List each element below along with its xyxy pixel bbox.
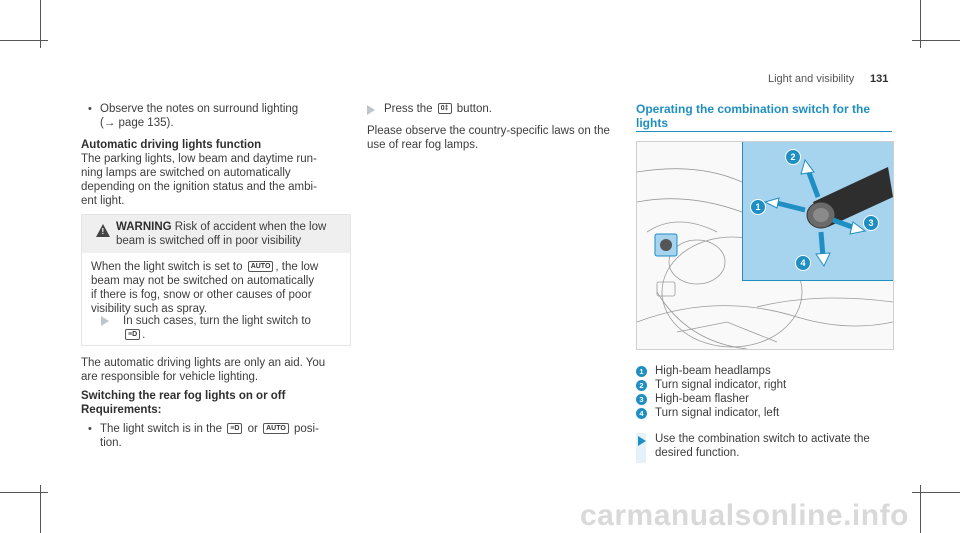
crop-mark <box>912 40 960 41</box>
bullet-icon: • <box>88 103 92 115</box>
paragraph-line: Please observe the country-specific laws on the <box>367 125 610 137</box>
step-text <box>384 102 492 116</box>
paragraph-line: use of rear fog lamps. <box>367 139 479 151</box>
page-number: 131 <box>870 73 889 85</box>
bullet-text: tion. <box>100 437 122 449</box>
warning-body-line: visibility such as spray. <box>91 303 208 315</box>
step-text: desired function. <box>655 447 740 459</box>
warning-head-text: Risk of accident when the low <box>174 221 327 233</box>
callout-marker: 1 <box>750 199 766 215</box>
crop-mark <box>912 492 960 493</box>
warning-head-line <box>116 220 326 234</box>
paragraph-line: ent light. <box>81 195 125 207</box>
step-text-part: Press the <box>384 103 433 115</box>
legend-text: High-beam flasher <box>655 393 749 405</box>
warning-exclamation: ! <box>101 227 105 236</box>
bullet-text <box>100 422 319 436</box>
warning-step-line: In such cases, turn the light switch to <box>123 315 311 327</box>
requirements-label: Requirements: <box>81 404 162 416</box>
legend-text: Turn signal indicator, left <box>655 407 780 419</box>
page-reference-link[interactable]: (→ page 135). <box>100 117 174 129</box>
step-text: Use the combination switch to activate the <box>655 433 870 445</box>
warning-body-text: , the low <box>275 261 319 273</box>
switch-detail-drawing <box>743 142 894 280</box>
warning-head-line: beam is switched off in poor visibility <box>116 235 302 247</box>
paragraph-line: The parking lights, low beam and daytime run- <box>81 153 317 165</box>
section-heading: lights <box>636 116 668 130</box>
legend-number: 3 <box>636 394 647 405</box>
paragraph-line: are responsible for vehicle lighting. <box>81 371 259 383</box>
warning-box <box>81 214 351 346</box>
warning-step-line <box>123 328 145 342</box>
paragraph-line: depending on the ignition status and the ambi- <box>81 181 317 193</box>
callout-marker: 3 <box>863 215 879 231</box>
legend-text: High-beam headlamps <box>655 365 771 377</box>
watermark: carmanualsonline.info <box>580 499 909 532</box>
auto-light-icon: AUTO <box>248 261 274 272</box>
warning-body-line <box>91 260 318 274</box>
legend-number: 2 <box>636 380 647 391</box>
step-arrow-icon <box>638 436 646 446</box>
switch-detail-inset <box>742 142 894 281</box>
callout-marker: 2 <box>785 149 801 165</box>
bullet-icon: • <box>88 423 92 435</box>
legend-number: 4 <box>636 408 647 419</box>
bullet-text-part: posi- <box>294 423 319 435</box>
bullet-text: Observe the notes on surround lighting <box>100 103 299 115</box>
heading-rear-fog-lights: Switching the rear fog lights on or off <box>81 390 286 402</box>
warning-body-line: if there is fog, snow or other causes of poor <box>91 289 312 301</box>
heading-automatic-driving-lights: Automatic driving lights function <box>81 139 262 151</box>
step-arrow-icon <box>101 316 109 326</box>
section-title: Light and visibility <box>768 73 855 85</box>
rear-fog-light-icon: 0‡ <box>438 103 452 114</box>
combination-switch-illustration <box>636 141 894 350</box>
low-beam-icon: ≡D <box>227 423 242 434</box>
warning-title: WARNING <box>116 221 172 233</box>
legend-number: 1 <box>636 366 647 377</box>
step-arrow-icon <box>367 105 375 115</box>
warning-body-line: beam may not be switched on automatically <box>91 275 315 287</box>
callout-marker: 4 <box>795 255 811 271</box>
auto-light-icon: AUTO <box>263 423 289 434</box>
low-beam-icon: ≡D <box>125 329 140 340</box>
bullet-text-part: or <box>247 423 258 435</box>
step-text-part: button. <box>456 103 492 115</box>
warning-step-end: . <box>142 329 146 341</box>
bullet-text-part: The light switch is in the <box>100 423 223 435</box>
heading-rule <box>636 131 892 132</box>
crop-mark <box>0 492 48 493</box>
paragraph-line: ning lamps are switched on automatically <box>81 167 291 179</box>
paragraph-line: The automatic driving lights are only an aid. You <box>81 357 326 369</box>
warning-body-text: When the light switch is set to <box>91 261 243 273</box>
crop-mark <box>0 40 48 41</box>
legend-text: Turn signal indicator, right <box>655 379 787 391</box>
section-heading: Operating the combination switch for the <box>636 102 871 116</box>
